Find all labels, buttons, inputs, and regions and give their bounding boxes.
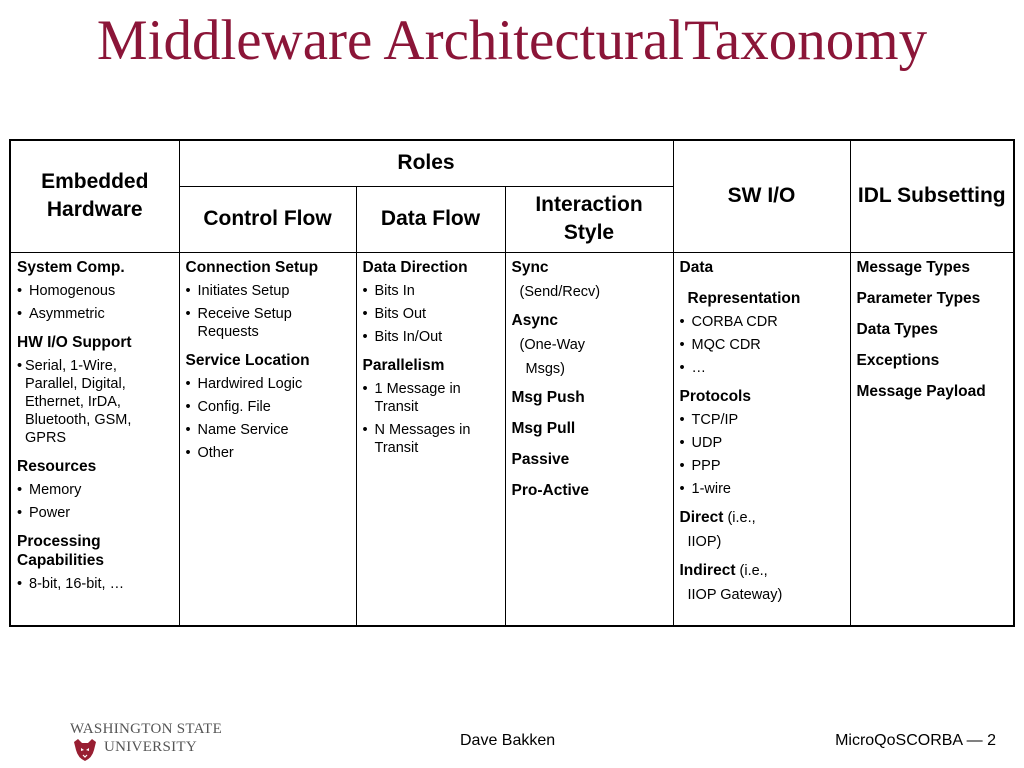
async-detail-cont: Msgs)	[525, 360, 565, 377]
sync-detail: (Send/Recv)	[519, 283, 601, 300]
section-processing: Processing Capabilities	[17, 532, 104, 569]
footer-author: Dave Bakken	[460, 732, 556, 749]
indirect-detail: IIOP Gateway)	[687, 586, 783, 603]
cougar-head-icon	[72, 738, 98, 762]
list-item: • Bits In	[362, 282, 415, 299]
section-system-comp: System Comp.	[17, 258, 125, 276]
list-item: • Asymmetric	[17, 305, 105, 322]
header-embedded-hardware: Embedded Hardware	[10, 140, 179, 252]
idl-message-payload: Message Payload	[856, 382, 986, 400]
wsu-logo	[68, 718, 223, 766]
idl-data-types: Data Types	[856, 320, 939, 338]
list-item: • CORBA CDR	[679, 313, 778, 330]
cell-control-flow	[179, 252, 356, 626]
list-item: • N Messages in Transit	[362, 421, 471, 456]
list-item: • MQC CDR	[679, 336, 761, 353]
list-item: • Name Service	[185, 421, 289, 438]
idl-message-types: Message Types	[856, 258, 970, 276]
footer-page-number: MicroQoSCORBA — 2	[835, 732, 996, 749]
section-resources: Resources	[17, 457, 97, 475]
list-item: • Bits In/Out	[362, 328, 443, 345]
section-direct: Direct (i.e.,	[679, 508, 756, 526]
cell-data-flow	[356, 252, 505, 626]
async-detail: (One-Way	[519, 336, 586, 353]
section-data-direction: Data Direction	[362, 258, 468, 276]
list-item: • Bits Out	[362, 305, 427, 322]
list-item: • Initiates Setup	[185, 282, 290, 299]
idl-parameter-types: Parameter Types	[856, 289, 981, 307]
list-item: • Other	[185, 444, 234, 461]
list-item: • Hardwired Logic	[185, 375, 303, 392]
cell-sw-io	[673, 252, 850, 626]
section-data-representation-cont: Representation	[687, 289, 801, 307]
section-parallelism: Parallelism	[362, 356, 445, 374]
list-item: • Receive Setup Requests	[185, 305, 292, 340]
direct-detail: IIOP)	[687, 533, 722, 550]
list-item: • 8-bit, 16-bit, …	[17, 575, 125, 592]
section-pro-active: Pro-Active	[511, 481, 590, 499]
section-msg-push: Msg Push	[511, 388, 585, 406]
list-item: • Serial, 1-Wire, Parallel, Digital, Ethernet, IrDA, Bluetooth, GSM, GPRS	[17, 357, 132, 446]
section-sync: Sync	[511, 258, 549, 276]
header-control-flow: Control Flow	[179, 186, 356, 252]
header-interaction-style: Interaction Style	[505, 186, 673, 252]
header-roles: Roles	[179, 140, 673, 186]
list-item: • TCP/IP	[679, 411, 739, 428]
section-service-location: Service Location	[185, 351, 310, 369]
section-hw-io-support: HW I/O Support	[17, 333, 132, 351]
list-item: • …	[679, 359, 706, 376]
section-indirect: Indirect (i.e.,	[679, 561, 768, 579]
taxonomy-table	[9, 139, 1015, 627]
section-data-representation: Data	[679, 258, 714, 276]
cell-interaction-style	[505, 252, 673, 626]
slide-title: Middleware ArchitecturalTaxonomy	[96, 9, 928, 72]
list-item: • Homogenous	[17, 282, 116, 299]
list-item: • 1-wire	[679, 480, 731, 497]
cell-idl-subsetting	[850, 252, 1014, 626]
section-connection-setup: Connection Setup	[185, 258, 319, 276]
section-async: Async	[511, 311, 559, 329]
section-protocols: Protocols	[679, 387, 751, 405]
cell-embedded-hardware	[10, 252, 179, 626]
section-passive: Passive	[511, 450, 570, 468]
list-item: • UDP	[679, 434, 723, 451]
list-item: • Power	[17, 504, 71, 521]
list-item: • 1 Message in Transit	[362, 380, 461, 415]
logo-text-line2: UNIVERSITY	[104, 739, 197, 755]
header-sw-io: SW I/O	[673, 140, 850, 252]
list-item: • PPP	[679, 457, 721, 474]
section-msg-pull: Msg Pull	[511, 419, 576, 437]
list-item: • Memory	[17, 481, 82, 498]
header-idl-subsetting: IDL Subsetting	[850, 140, 1014, 252]
list-item: • Config. File	[185, 398, 271, 415]
logo-text-line1: WASHINGTON STATE	[70, 721, 223, 737]
idl-exceptions: Exceptions	[856, 351, 940, 369]
header-data-flow: Data Flow	[356, 186, 505, 252]
